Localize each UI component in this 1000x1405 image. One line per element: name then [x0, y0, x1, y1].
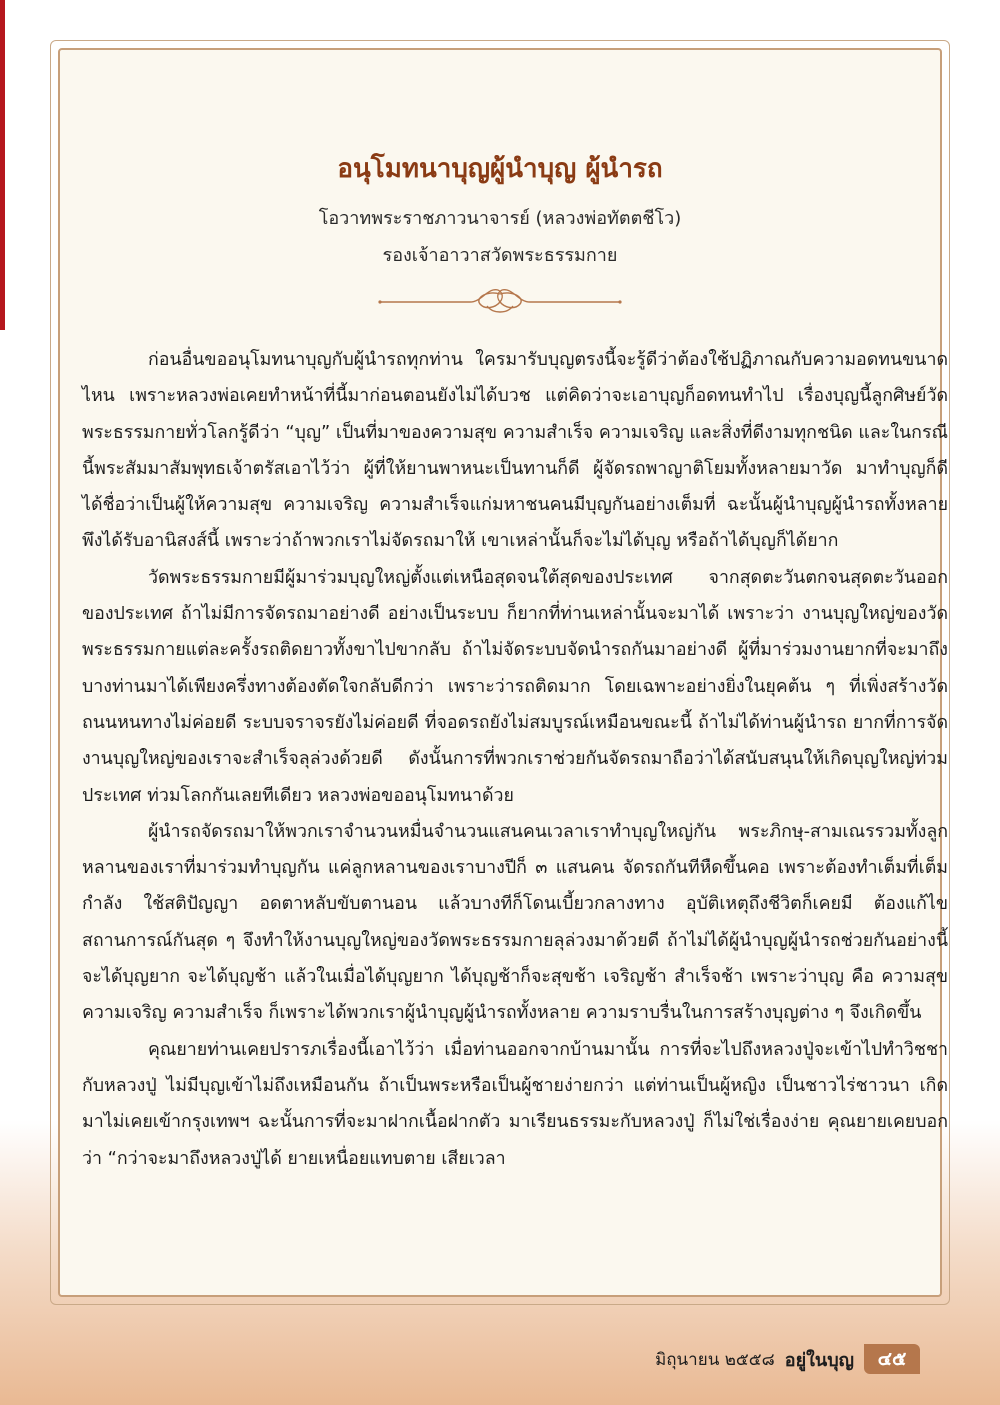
- page-footer: [640, 1342, 920, 1376]
- paragraph-4: คุณยายท่านเคยปรารภเรื่องนี้เอาไว้ว่า เมื่อท่านออกจากบ้านมานั้น การที่จะไปถึงหลวงปู่จะเข้าไปทำวิชชากับหลวงปู่ ไม่มีบุญเข้าไม่ถึงเหมือนกัน ถ้าเป็นพระหรือเป็นผู้ชายง่ายกว่า แต่ท่านเป็นผู้หญิง เป็นชาวไร่ชาวนา เกิดมาไม่เคยเข้ากรุงเทพฯ ฉะนั้นการที่จะมาฝากเนื้อฝากตัว มาเรียนธรรมะกับหลวงปู่ ก็ไม่ใช่เรื่องง่าย คุณยายเคยบอกว่า “กว่าจะมาถึงหลวงปู่ได้ ยายเหนื่อยแทบตาย เสียเวลา: [82, 1038, 948, 1169]
- article-body: [82, 342, 948, 1177]
- paragraph-1: ก่อนอื่นขออนุโมทนาบุญกับผู้นำรถทุกท่าน ใครมารับบุญตรงนี้จะรู้ดีว่าต้องใช้ปฏิภาณกับความอดทนขนาดไหน เพราะหลวงพ่อเคยทำหน้าที่นี้มาก่อนตอนยังไม่ได้บวช แต่คิดว่าจะเอาบุญก็อดทนทำไป เรื่องบุญนี้ลูกศิษย์วัดพระธรรมกายทั่วโลกรู้ดีว่า “บุญ” เป็นที่มาของความสุข ความสำเร็จ ความเจริญ และสิ่งที่ดีงามทุกชนิด และในกรณีนี้พระสัมมาสัมพุทธเจ้าตรัสเอาไว้ว่า ผู้ที่ให้ยานพาหนะเป็นทานก็ดี ผู้จัดรถพาญาติโยมทั้งหลายมาวัด มาทำบุญก็ดี ได้ชื่อว่าเป็นผู้ให้ความสุข ความเจริญ ความสำเร็จแก่มหาชนคนมีบุญกันอย่างเต็มที่ ฉะนั้นผู้นำบุญผู้นำรถทั้งหลายพึงได้รับอานิสงส์นี้ เพราะว่าถ้าพวกเราไม่จัดรถมาให้ เขาเหล่านั้นก็จะไม่ได้บุญ หรือถ้าได้บุญก็ได้ยาก: [82, 349, 948, 552]
- issue-date: มิถุนายน ๒๕๕๘: [655, 1349, 775, 1370]
- paragraph-3: ผู้นำรถจัดรถมาให้พวกเราจำนวนหมื่นจำนวนแสนคนเวลาเราทำบุญใหญ่กัน พระภิกษุ-สามเณรรวมทั้งลูกหลานของเราที่มาร่วมทำบุญกัน แค่ลูกหลานของเราบางปีก็ ๓ แสนคน จัดรถกันทีหืดขึ้นคอ เพราะต้องทำเต็มที่เต็มกำลัง ใช้สติปัญญา อดตาหลับขับตานอน แล้วบางทีก็โดนเบี้ยวกลางทาง อุบัติเหตุถึงชีวิตก็เคยมี ต้องแก้ไขสถานการณ์กันสุด ๆ จึงทำให้งานบุญใหญ่ของวัดพระธรรมกายลุล่วงมาด้วยดี ถ้าไม่ได้ผู้นำบุญผู้นำรถช่วยกันอย่างนี้จะได้บุญยาก จะได้บุญช้า แล้วในเมื่อได้บุญยาก ได้บุญช้าก็จะสุขช้า เจริญช้า สำเร็จช้า เพราะว่าบุญ คือ ความสุข ความเจริญ ความสำเร็จ ก็เพราะได้พวกเราผู้นำบุญผู้นำรถทั้งหลาย ความราบรื่นในการสร้างบุญต่าง ๆ จึงเกิดขึ้น: [82, 820, 948, 1024]
- page-number-badge: ๔๕: [864, 1344, 920, 1374]
- flourish-ornament-icon: [375, 280, 625, 320]
- article-title: อนุโมทนาบุญผู้นำบุญ ผู้นำรถ: [337, 154, 663, 184]
- paragraph-2: วัดพระธรรมกายมีผู้มาร่วมบุญใหญ่ตั้งแต่เหนือสุดจนใต้สุดของประเทศ จากสุดตะวันตกจนสุดตะวันออกของประเทศ ถ้าไม่มีการจัดรถมาอย่างดี อย่างเป็นระบบ ก็ยากที่ท่านเหล่านั้นจะมาได้ เพราะว่า งานบุญใหญ่ของวัดพระธรรมกายแต่ละครั้งรถติดยาวทั้งขาไปขากลับ ถ้าไม่จัดระบบจัดนำรถกันมาอย่างดี ผู้ที่มาร่วมงานยากที่จะมาถึง บางท่านมาได้เพียงครึ่งทางต้องตัดใจกลับดีกว่า เพราะว่ารถติดมาก โดยเฉพาะอย่างยิ่งในยุคต้น ๆ ที่เพิ่งสร้างวัด ถนนหนทางไม่ค่อยดี ระบบจราจรยังไม่ค่อยดี ที่จอดรถยังไม่สมบูรณ์เหมือนขณะนี้ ถ้าไม่ได้ท่านผู้นำรถ ยากที่การจัดงานบุญใหญ่ของเราจะสำเร็จลุล่วงด้วยดี ดังนั้นการที่พวกเราช่วยกันจัดรถมาถือว่าได้สนับสนุนให้เกิดบุญใหญ่ท่วมประเทศ ท่วมโลกกันเลยทีเดียว หลวงพ่อขออนุโมทนาด้วย: [82, 566, 948, 806]
- article-subtitle-author: โอวาทพระราชภาวนาจารย์ (หลวงพ่อทัตตชีโว): [318, 208, 682, 229]
- article-subtitle-role: รองเจ้าอาวาสวัดพระธรรมกาย: [382, 245, 618, 266]
- magazine-name: อยู่ในบุญ: [784, 1349, 854, 1371]
